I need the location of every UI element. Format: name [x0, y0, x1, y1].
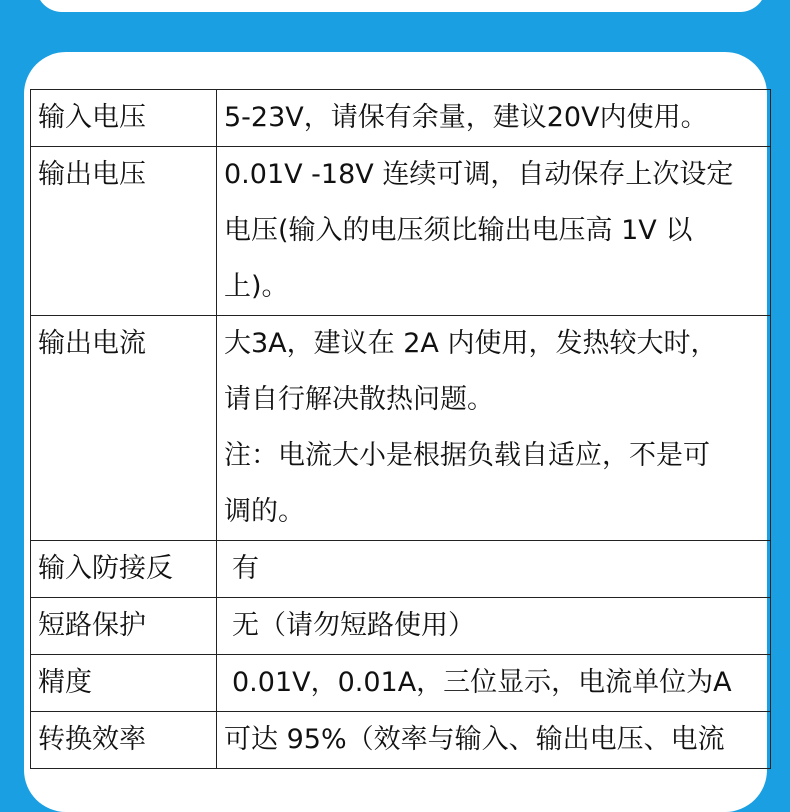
- spec-value: [217, 598, 771, 655]
- table-row: [31, 712, 771, 769]
- spec-label: 输出电流: [31, 316, 217, 541]
- spec-value-line: 电压(输入的电压须比输出电压高 1V 以: [224, 215, 693, 246]
- spec-value: [217, 541, 771, 598]
- spec-value: [217, 147, 771, 316]
- spec-value-line: 有: [232, 553, 259, 584]
- spec-value-line: 调的。: [224, 496, 305, 527]
- spec-value-line: 注：电流大小是根据负载自适应，不是可: [224, 440, 710, 471]
- spec-value: [217, 712, 771, 769]
- spec-value-line: 请自行解决散热问题。: [224, 384, 494, 415]
- spec-label: 短路保护: [31, 598, 217, 655]
- table-row: [31, 541, 771, 598]
- spec-value: [217, 90, 771, 147]
- spec-value: [217, 655, 771, 712]
- spec-label: 精度: [31, 655, 217, 712]
- table-row: [31, 147, 771, 316]
- spec-value-line: 可达 95%（效率与输入、输出电压、电流: [224, 724, 725, 755]
- spec-table: [30, 89, 771, 769]
- spec-value-line: 5-23V，请保有余量，建议20V内使用。: [224, 102, 708, 133]
- top-card: [36, 0, 766, 12]
- spec-value-line: 无（请勿短路使用）: [232, 610, 475, 641]
- spec-label: 输入防接反: [31, 541, 217, 598]
- spec-value: [217, 316, 771, 541]
- spec-label: 转换效率: [31, 712, 217, 769]
- table-row: [31, 655, 771, 712]
- table-row: [31, 598, 771, 655]
- spec-value-line: 上)。: [224, 271, 289, 302]
- table-row: [31, 316, 771, 541]
- spec-value-line: 0.01V -18V 连续可调，自动保存上次设定: [224, 159, 734, 190]
- spec-label: 输出电压: [31, 147, 217, 316]
- spec-label: 输入电压: [31, 90, 217, 147]
- spec-value-line: 大3A，建议在 2A 内使用，发热较大时，: [224, 328, 718, 359]
- spec-value-line: 0.01V，0.01A，三位显示，电流单位为A: [232, 667, 732, 698]
- table-row: [31, 90, 771, 147]
